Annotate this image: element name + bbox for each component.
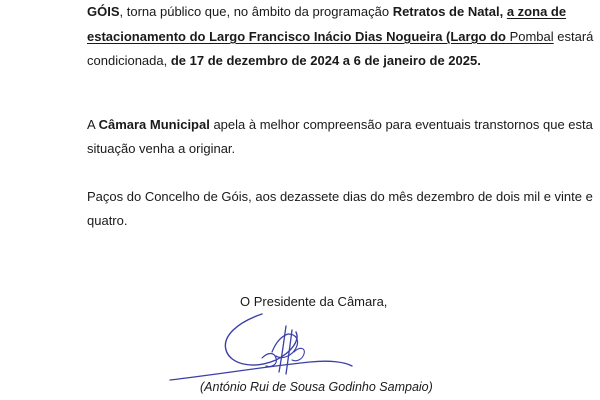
zone-text-start: a zona de	[506, 4, 567, 19]
signatory-name: (António Rui de Sousa Godinho Sampaio)	[200, 380, 433, 394]
signature-title: O Presidente da Câmara,	[240, 294, 388, 309]
text: apela à melhor compreensão para eventuais transtornos que esta	[209, 117, 593, 132]
entity-name: Câmara Municipal	[98, 117, 210, 132]
paragraph-3-line-1: Paços do Concelho de Góis, aos dezassete dias do mês dezembro de dois mil e vinte e	[87, 189, 593, 204]
text: estará	[553, 29, 594, 44]
text: A	[87, 117, 99, 132]
paragraph-3-line-2: quatro.	[87, 213, 128, 228]
comma: ,	[499, 4, 507, 19]
program-name: Retratos de Natal	[392, 4, 500, 19]
text: condicionada,	[87, 53, 171, 68]
signature-strokes	[170, 314, 352, 380]
text: , torna público que, no âmbito da programação	[119, 4, 393, 19]
zone-text-middle: estacionamento do Largo Francisco Inácio Dias Nogueira (Largo do	[87, 29, 506, 44]
zone-text-end: Pombal	[505, 29, 554, 44]
org-name: GÓIS	[87, 4, 120, 19]
date-range: de 17 de dezembro de 2024 a 6 de janeiro de 2025.	[170, 53, 481, 68]
paragraph-2-line-2: situação venha a originar.	[87, 141, 236, 156]
